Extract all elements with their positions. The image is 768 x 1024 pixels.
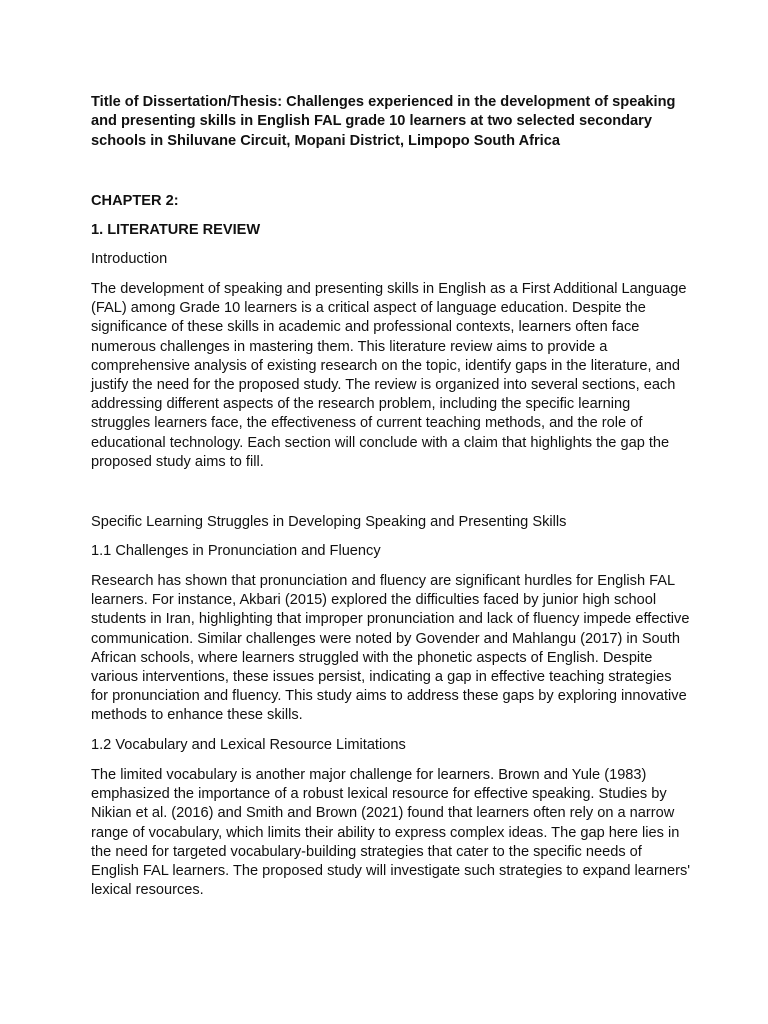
pronunciation-heading: 1.1 Challenges in Pronunciation and Fluency: [91, 543, 381, 559]
pronunciation-paragraph: Research has shown that pronunciation and fluency are significant hurdles for English FAL learners. For instance, Akbari (2015) explored the difficulties faced by junior high school students in Iran, highlighting that improper pronunciation and lack of fluency impede effective communication. Similar challenges were noted by Govender and Mahlangu (2017) in South African schools, where learners struggled with the phonetic aspects of English. Despite various interventions, these issues persist, indicating a gap in effective teaching strategies for pronunciation and fluency. This study aims to address these gaps by exploring innovative methods to enhance these skills.: [91, 573, 690, 724]
subsection-title: Specific Learning Struggles in Developing Speaking and Presenting Skills: [91, 514, 567, 530]
introduction-paragraph: The development of speaking and presenting skills in English as a First Additional Language (FAL) among Grade 10 learners is a critical aspect of language education. Despite the significance of these skills in academic and professional contexts, learners often face numerous challenges in mastering them. This literature review aims to provide a comprehensive analysis of existing research on the topic, identify gaps in the literature, and justify the need for the proposed study. The review is organized into several sections, each addressing different aspects of the research problem, including the specific learning struggles learners face, the effectiveness of current teaching methods, and the role of educational technology. Each section will conclude with a claim that highlights the gap the proposed study aims to fill.: [91, 281, 687, 470]
introduction-heading: Introduction: [91, 251, 168, 267]
thesis-title: Title of Dissertation/Thesis: Challenges experienced in the development of speaking and presenting skills in English FAL grade 10 learners at two selected secondary schools in Shiluvane Circuit, Mopani District, Limpopo South Africa: [91, 94, 676, 149]
chapter-heading: CHAPTER 2:: [91, 193, 179, 209]
vocabulary-heading: 1.2 Vocabulary and Lexical Resource Limitations: [91, 737, 406, 753]
vocabulary-paragraph: The limited vocabulary is another major challenge for learners. Brown and Yule (1983) emphasized the importance of a robust lexical resource for effective speaking. Studies by Nikian et al. (2016) and Smith and Brown (2021) found that learners often rely on a narrow range of vocabulary, which limits their ability to express complex ideas. The gap here lies in the need for targeted vocabulary-building strategies that cater to the specific needs of English FAL learners. The proposed study will investigate such strategies to expand learners' lexical resources.: [91, 767, 691, 899]
literature-review-heading: 1. LITERATURE REVIEW: [91, 222, 261, 238]
